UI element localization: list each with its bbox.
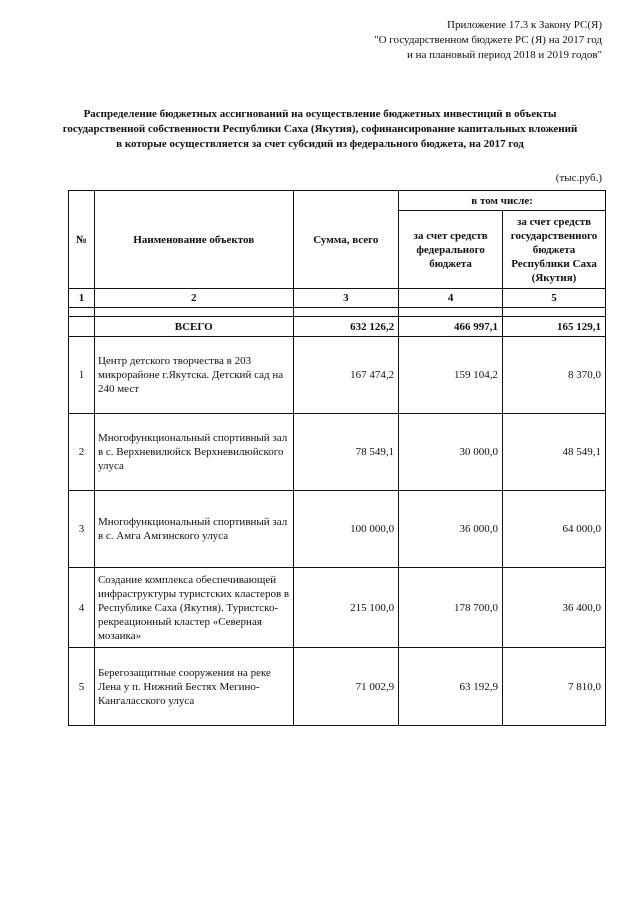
row-federal: 159 104,2	[399, 337, 503, 414]
header-including: в том числе:	[399, 191, 606, 211]
row-name: Центр детского творчества в 203 микрорайоне г.Якутска. Детский сад на 240 мест	[94, 337, 293, 414]
total-label: ВСЕГО	[94, 317, 293, 337]
total-row	[69, 317, 606, 337]
table-row	[69, 414, 606, 491]
row-num: 1	[69, 337, 95, 414]
title-line-1: Распределение бюджетных ассигнований на осуществление бюджетных инвестиций в объекты	[83, 108, 557, 120]
row-republic: 8 370,0	[503, 337, 606, 414]
row-name: Многофункциональный спортивный зал в с. Амга Амгинского улуса	[94, 491, 293, 568]
table-row	[69, 648, 606, 726]
appendix-line-3: и на плановый период 2018 и 2019 годов"	[406, 49, 602, 61]
row-num: 4	[69, 568, 95, 648]
row-federal: 63 192,9	[399, 648, 503, 726]
table-row	[69, 568, 606, 648]
row-federal: 30 000,0	[399, 414, 503, 491]
appendix-line-1: Приложение 17.3 к Закону РС(Я)	[447, 19, 602, 31]
row-republic: 7 810,0	[503, 648, 606, 726]
total-sum: 632 126,2	[293, 317, 399, 337]
header-name: Наименование объектов	[94, 191, 293, 289]
col-number: 3	[293, 289, 399, 308]
col-number: 5	[503, 289, 606, 308]
table-row	[69, 491, 606, 568]
row-total: 167 474,2	[293, 337, 399, 414]
appendix-line-2: "О государственном бюджете РС (Я) на 2017 год	[374, 34, 602, 46]
header-federal: за счет средств федерального бюджета	[399, 211, 503, 289]
col-number: 2	[94, 289, 293, 308]
title-line-3: в которые осуществляется за счет субсидий из федерального бюджета, на 2017 год	[116, 138, 524, 150]
allocation-table	[68, 190, 606, 726]
row-republic: 64 000,0	[503, 491, 606, 568]
document-title	[60, 107, 580, 152]
unit-label: (тыс.руб.)	[555, 172, 602, 184]
table-row	[69, 337, 606, 414]
row-total: 78 549,1	[293, 414, 399, 491]
row-name: Создание комплекса обеспечивающей инфраструктуры туристских кластеров в Республике Саха (Якутия). Туристско-рекреационный кластер «Северная мозаика»	[94, 568, 293, 648]
row-num: 2	[69, 414, 95, 491]
appendix-header	[374, 18, 602, 63]
row-name: Многофункциональный спортивный зал в с. Верхневилюйск Верхневилюйского улуса	[94, 414, 293, 491]
row-total: 100 000,0	[293, 491, 399, 568]
row-num: 5	[69, 648, 95, 726]
header-republic: за счет средств государственного бюджета Республики Саха (Якутия)	[503, 211, 606, 289]
row-name: Берегозащитные сооружения на реке Лена у п. Нижний Бестях Мегино-Кангаласского улуса	[94, 648, 293, 726]
header-total: Сумма, всего	[293, 191, 399, 289]
header-num: №	[69, 191, 95, 289]
row-republic: 48 549,1	[503, 414, 606, 491]
total-federal: 466 997,1	[399, 317, 503, 337]
title-line-2: государственной собственности Республики Саха (Якутия), софинансирование капитальных вложений	[62, 123, 578, 135]
spacer-row	[69, 308, 606, 317]
row-total: 71 002,9	[293, 648, 399, 726]
col-number: 1	[69, 289, 95, 308]
col-number: 4	[399, 289, 503, 308]
row-num: 3	[69, 491, 95, 568]
row-federal: 178 700,0	[399, 568, 503, 648]
total-republic: 165 129,1	[503, 317, 606, 337]
column-numbers-row	[69, 289, 606, 308]
row-republic: 36 400,0	[503, 568, 606, 648]
row-federal: 36 000,0	[399, 491, 503, 568]
row-total: 215 100,0	[293, 568, 399, 648]
